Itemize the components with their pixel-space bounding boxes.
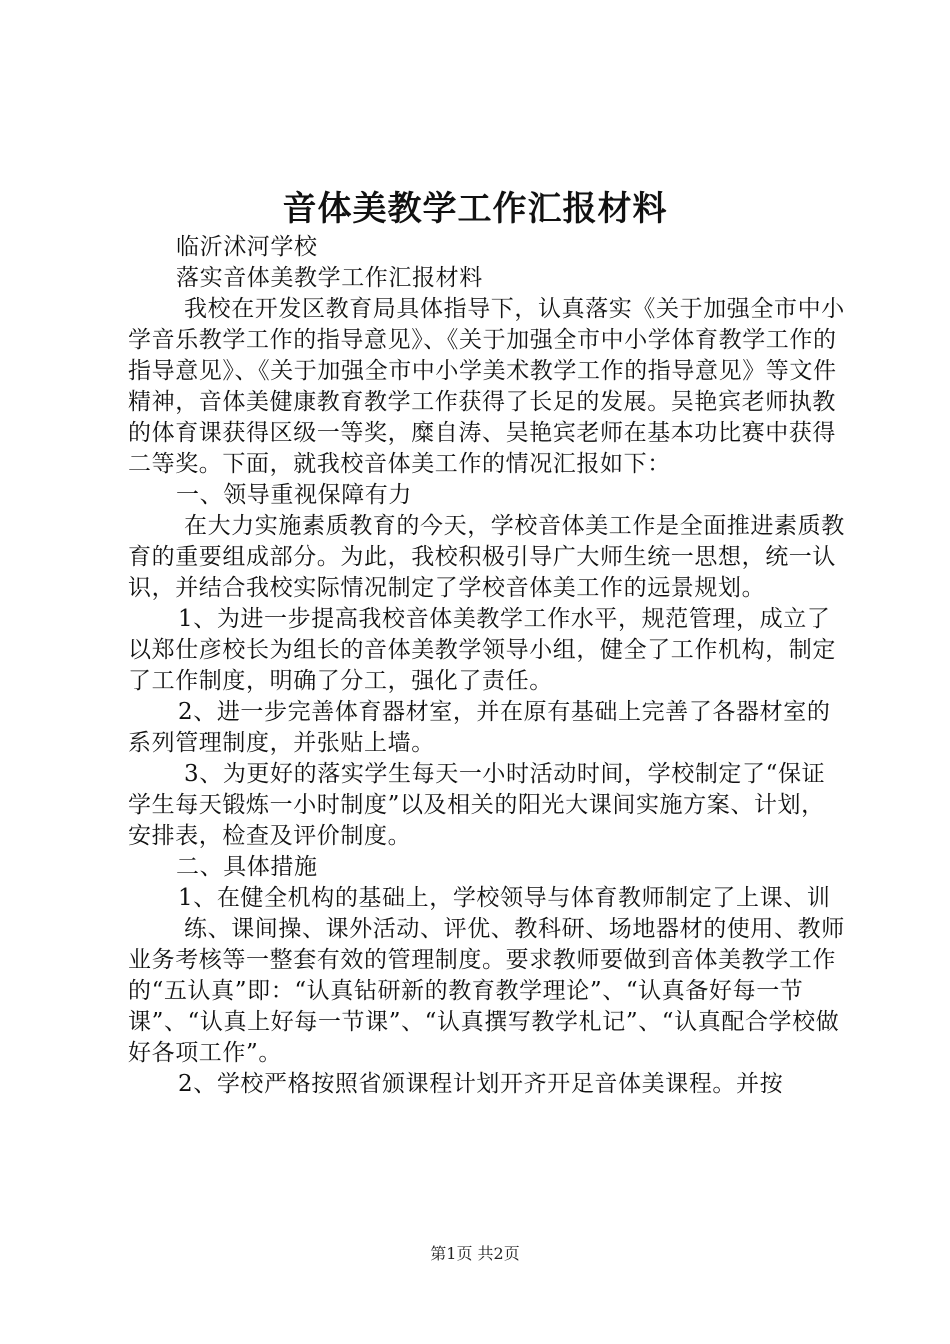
paragraph-school-name: 临沂沭河学校 — [176, 234, 318, 260]
paragraph-measure-1: 1、在健全机构的基础上，学校领导与体育教师制定了上课、训 — [178, 885, 831, 911]
paragraph-measure-1-continued: 练、课间操、课外活动、评优、教科研、场地器材的使用、教师业务考核等一整套有效的管理制度。要求教师要做到音体美教学工作的“五认真”即：“认真钻研新的教育教学理论”、“认真备好每一节课”、“认真上好每一节课”、“认真撰写教学札记”、“认真配合学校做好各项工作”。 — [128, 916, 845, 1066]
document-body — [128, 232, 848, 1100]
section-heading-measures: 二、具体措施 — [176, 854, 318, 880]
document-title: 音体美教学工作汇报材料 — [282, 189, 668, 229]
paragraph-item-2: 2、进一步完善体育器材室，并在原有基础上完善了各器材室的系列管理制度，并张贴上墙。 — [128, 699, 831, 756]
paragraph-subtitle: 落实音体美教学工作汇报材料 — [176, 265, 483, 291]
paragraph-item-1: 1、为进一步提高我校音体美教学工作水平，规范管理，成立了以郑仕彦校长为组长的音体美教学领导小组，健全了工作机构，制定了工作制度，明确了分工，强化了责任。 — [128, 606, 836, 694]
page-footer: 第1页 共2页 — [430, 1244, 520, 1263]
paragraph-intro: 我校在开发区教育局具体指导下，认真落实《关于加强全市中小学音乐教学工作的指导意见》、《关于加强全市中小学体育教学工作的指导意见》、《关于加强全市中小学美术教学工作的指导意见》等文件精神，音体美健康教育教学工作获得了长足的发展。吴艳宾老师执教的体育课获得区级一等奖，糜自涛、吴艳宾老师在基本功比赛中获得二等奖。下面，就我校音体美工作的情况汇报如下： — [128, 296, 845, 477]
paragraph-item-3: 3、为更好的落实学生每天一小时活动时间，学校制定了“保证学生每天锻炼一小时制度”以及相关的阳光大课间实施方案、计划，安排表，检查及评价制度。 — [128, 761, 826, 849]
paragraph-measure-2: 2、学校严格按照省颁课程计划开齐开足音体美课程。并按 — [178, 1071, 784, 1097]
paragraph-quality-education: 在大力实施素质教育的今天，学校音体美工作是全面推进素质教育的重要组成部分。为此，我校积极引导广大师生统一思想，统一认识，并结合我校实际情况制定了学校音体美工作的远景规划。 — [128, 513, 845, 601]
section-heading-leadership: 一、领导重视保障有力 — [176, 482, 412, 508]
